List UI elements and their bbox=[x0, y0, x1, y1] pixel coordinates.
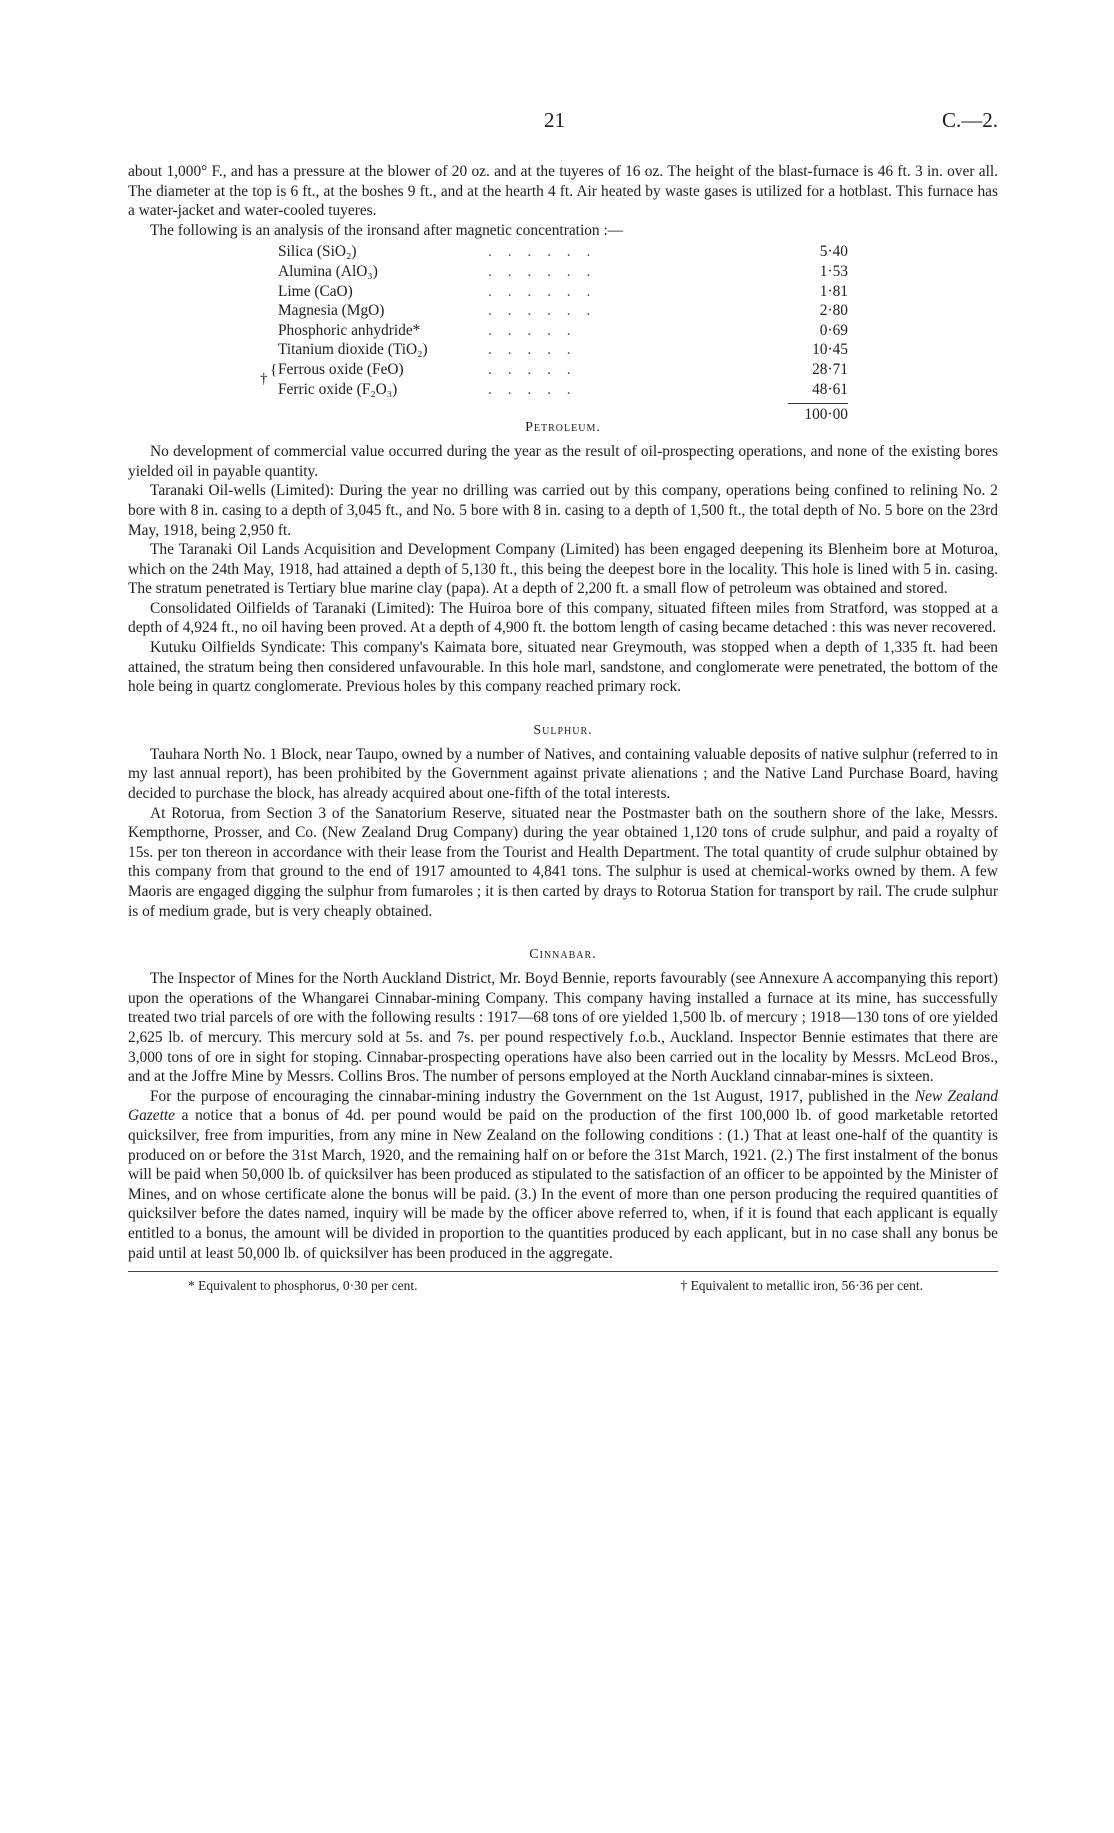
brace-mark: { bbox=[270, 361, 278, 378]
intro-paragraph: about 1,000° F., and has a pressure at the blower of 20 oz. and at the tuyeres of 16 oz. The height of the blast-furnace is 46 ft. 3 in. over all. The diameter at the top is 6 ft., at the boshes 9 ft., and at the hearth 4 ft. Air heated by waste gases is utilized for a hotblast. This furnace has a water-jacket and water-cooled tuyeres. bbox=[128, 163, 998, 220]
component-value: 0·69 bbox=[819, 321, 848, 339]
section-heading-petroleum: Petroleum. bbox=[525, 420, 601, 436]
component-value: 1·53 bbox=[819, 262, 848, 280]
analysis-row bbox=[278, 380, 848, 400]
component-value: 2·80 bbox=[819, 302, 848, 320]
component-name: Titanium dioxide (TiO₂) bbox=[278, 341, 428, 359]
analysis-table bbox=[260, 242, 848, 426]
leader-dots: . . . . . . bbox=[488, 243, 597, 261]
page-header bbox=[128, 108, 998, 142]
analysis-row bbox=[278, 340, 848, 360]
dagger-mark: † bbox=[260, 370, 268, 387]
analysis-row bbox=[278, 242, 848, 262]
leader-dots: . . . . . bbox=[488, 321, 577, 339]
sulphur-paragraph: Tauhara North No. 1 Block, near Taupo, owned by a number of Natives, and containing valuable deposits of native sulphur (referred to in my last annual report), has been prohibited by the Government against private alienations ; and the Native Land Purchase Board, having decided to purchase the block, has already acquired about one-fifth of the total interests. bbox=[128, 745, 998, 803]
section-heading-cinnabar: Cinnabar. bbox=[529, 947, 597, 963]
footnote-star: * Equivalent to phosphorus, 0·30 per cent. bbox=[188, 1278, 418, 1294]
page-number: 21 bbox=[544, 108, 565, 132]
component-name: Silica (SiO₂) bbox=[278, 243, 357, 261]
analysis-intro: The following is an analysis of the ironsand after magnetic concentration :— bbox=[150, 221, 624, 239]
leader-dots: . . . . . . bbox=[488, 262, 597, 280]
analysis-row bbox=[278, 321, 848, 341]
sulphur-paragraph: At Rotorua, from Section 3 of the Sanatorium Reserve, situated near the Postmaster bath on the southern shore of the lake, Messrs. Kempthorne, Prosser, and Co. (New Zealand Drug Company) during the year obtained 1,120 tons of crude sulphur, and paid a royalty of 15s. per ton thereon in accordance with their lease from the Tourist and Health Department. The total quantity of crude sulphur obtained by this company from that ground to the end of 1917 amounted to 4,841 tons. The sulphur is used at chemical-works owned by them. A few Maoris are engaged digging the sulphur from fumaroles ; it is then carted by drays to Rotorua Station for transport by rail. The crude sulphur is of medium grade, but is very cheaply obtained. bbox=[128, 804, 998, 920]
document-reference: C.—2. bbox=[941, 108, 998, 132]
analysis-row bbox=[278, 301, 848, 321]
petroleum-paragraph: Consolidated Oilfields of Taranaki (Limited): The Huiroa bore of this company, situated fifteen miles from Stratford, was stopped at a depth of 4,924 ft., no oil having been proved. At a depth of 4,900 ft. the bottom length of casing became detached : this was never recovered. bbox=[128, 599, 998, 637]
component-value: 5·40 bbox=[819, 243, 848, 261]
component-name: Magnesia (MgO) bbox=[278, 302, 385, 320]
analysis-row bbox=[278, 282, 848, 302]
leader-dots: . . . . . . bbox=[488, 302, 597, 320]
component-name: Phosphoric anhydride* bbox=[278, 321, 421, 339]
petroleum-paragraph: Kutuku Oilfields Syndicate: This company's Kaimata bore, situated near Greymouth, was stopped when a depth of 1,335 ft. had been attained, the stratum being then considered unfavourable. In this hole marl, sandstone, and conglomerate were penetrated, the bottom of the hole being in quartz conglomerate. Previous holes by this company reached primary rock. bbox=[128, 639, 998, 696]
component-value: 1·81 bbox=[819, 282, 848, 300]
component-name: Ferric oxide (F₂O₃) bbox=[278, 380, 398, 398]
analysis-total: 100·00 bbox=[804, 406, 848, 424]
leader-dots: . . . . . . bbox=[488, 282, 597, 300]
component-value: 10·45 bbox=[812, 341, 848, 359]
footnotes bbox=[128, 1272, 998, 1294]
petroleum-paragraph: No development of commercial value occurred during the year as the result of oil-prospecting operations, and none of the existing bores yielded oil in payable quantity. bbox=[128, 443, 998, 480]
petroleum-paragraph: Taranaki Oil-wells (Limited): During the year no drilling was carried out by this company, operations being confined to relining No. 2 bore with 8 in. casing to a depth of 3,045 ft., and No. 5 bore with 8 in. casing to a depth of 1,500 ft., the total depth of No. 5 bore on the 23rd May, 1918, being 2,950 ft. bbox=[128, 482, 998, 539]
leader-dots: . . . . . bbox=[488, 360, 577, 378]
component-value: 48·61 bbox=[812, 380, 848, 398]
cinnabar-paragraph: The Inspector of Mines for the North Auckland District, Mr. Boyd Bennie, reports favourably (see Annexure A accompanying this report) upon the operations of the Whangarei Cinnabar-mining Company. This company having installed a furnace at its mine, has successfully treated two trial parcels of ore with the following results : 1917—68 tons of ore yielded 1,500 lb. of mercury ; 1918—130 tons of ore yielded 2,625 lb. of mercury. This mercury sold at 5s. and 7s. per pound respectively f.o.b., Auckland. Inspector Bennie estimates that there are 3,000 tons of ore in sight for stoping. Cinnabar-prospecting operations have also been carried out in the locality by Messrs. McLeod Bros., and at the Joffre Mine by Messrs. Collins Bros. The number of persons employed at the North Auckland cinnabar-mines is sixteen. bbox=[128, 970, 998, 1086]
footnote-dagger: † Equivalent to metallic iron, 56·36 per cent. bbox=[680, 1278, 923, 1294]
leader-dots: . . . . . bbox=[488, 341, 577, 359]
document-page bbox=[128, 108, 998, 1294]
component-name: Alumina (AlO₃) bbox=[278, 262, 378, 280]
paragraph-text: For the purpose of encouraging the cinnabar-mining industry the Government on the 1st August, 1917, published in the bbox=[150, 1087, 915, 1105]
paragraph-text: a notice that a bonus of 4d. per pound would be paid on the production of the first 100,000 lb. of good marketable retorted quicksilver, free from impurities, from any mine in New Zealand on the following conditions : (1.) That at least one-half of the quantity is produced on or before the 31st March, 1920, and the remaining half on or before the 31st March, 1921. (2.) The first instalment of the bonus will be paid when 50,000 lb. of quicksilver has been produced as stipulated to the satisfaction of an officer to be appointed by the Minister of Mines, and on whose certificate alone the bonus will be paid. (3.) In the event of more than one person producing the required quantities of quicksilver before the dates named, inquiry will be made by the officer above referred to, when, if it is found that each applicant is equally entitled to a bonus, the amount will be divided in proportion to the quantities produced by each applicant, but in no case shall any bonus be paid until at least 50,000 lb. of quicksilver has been produced in the aggregate. bbox=[128, 1107, 998, 1262]
component-value: 28·71 bbox=[812, 360, 848, 378]
gazette-title: New Zealand Gazette bbox=[128, 1087, 998, 1125]
component-name: Lime (CaO) bbox=[278, 282, 353, 300]
section-heading-sulphur: Sulphur. bbox=[533, 722, 593, 738]
petroleum-paragraph: The Taranaki Oil Lands Acquisition and Development Company (Limited) has been engaged deepening its Blenheim bore at Moturoa, which on the 24th May, 1918, had attained a depth of 5,130 ft., this being the deepest bore in the locality. This hole is lined with 5 in. casing. The stratum penetrated is Tertiary blue marine clay (papa). At a depth of 2,200 ft. a small flow of petroleum was obtained and stored. bbox=[128, 541, 998, 598]
analysis-row bbox=[278, 262, 848, 282]
analysis-row bbox=[260, 360, 848, 387]
leader-dots: . . . . . bbox=[488, 380, 577, 398]
cinnabar-paragraph bbox=[128, 1087, 998, 1263]
component-name: Ferrous oxide (FeO) bbox=[278, 360, 404, 378]
